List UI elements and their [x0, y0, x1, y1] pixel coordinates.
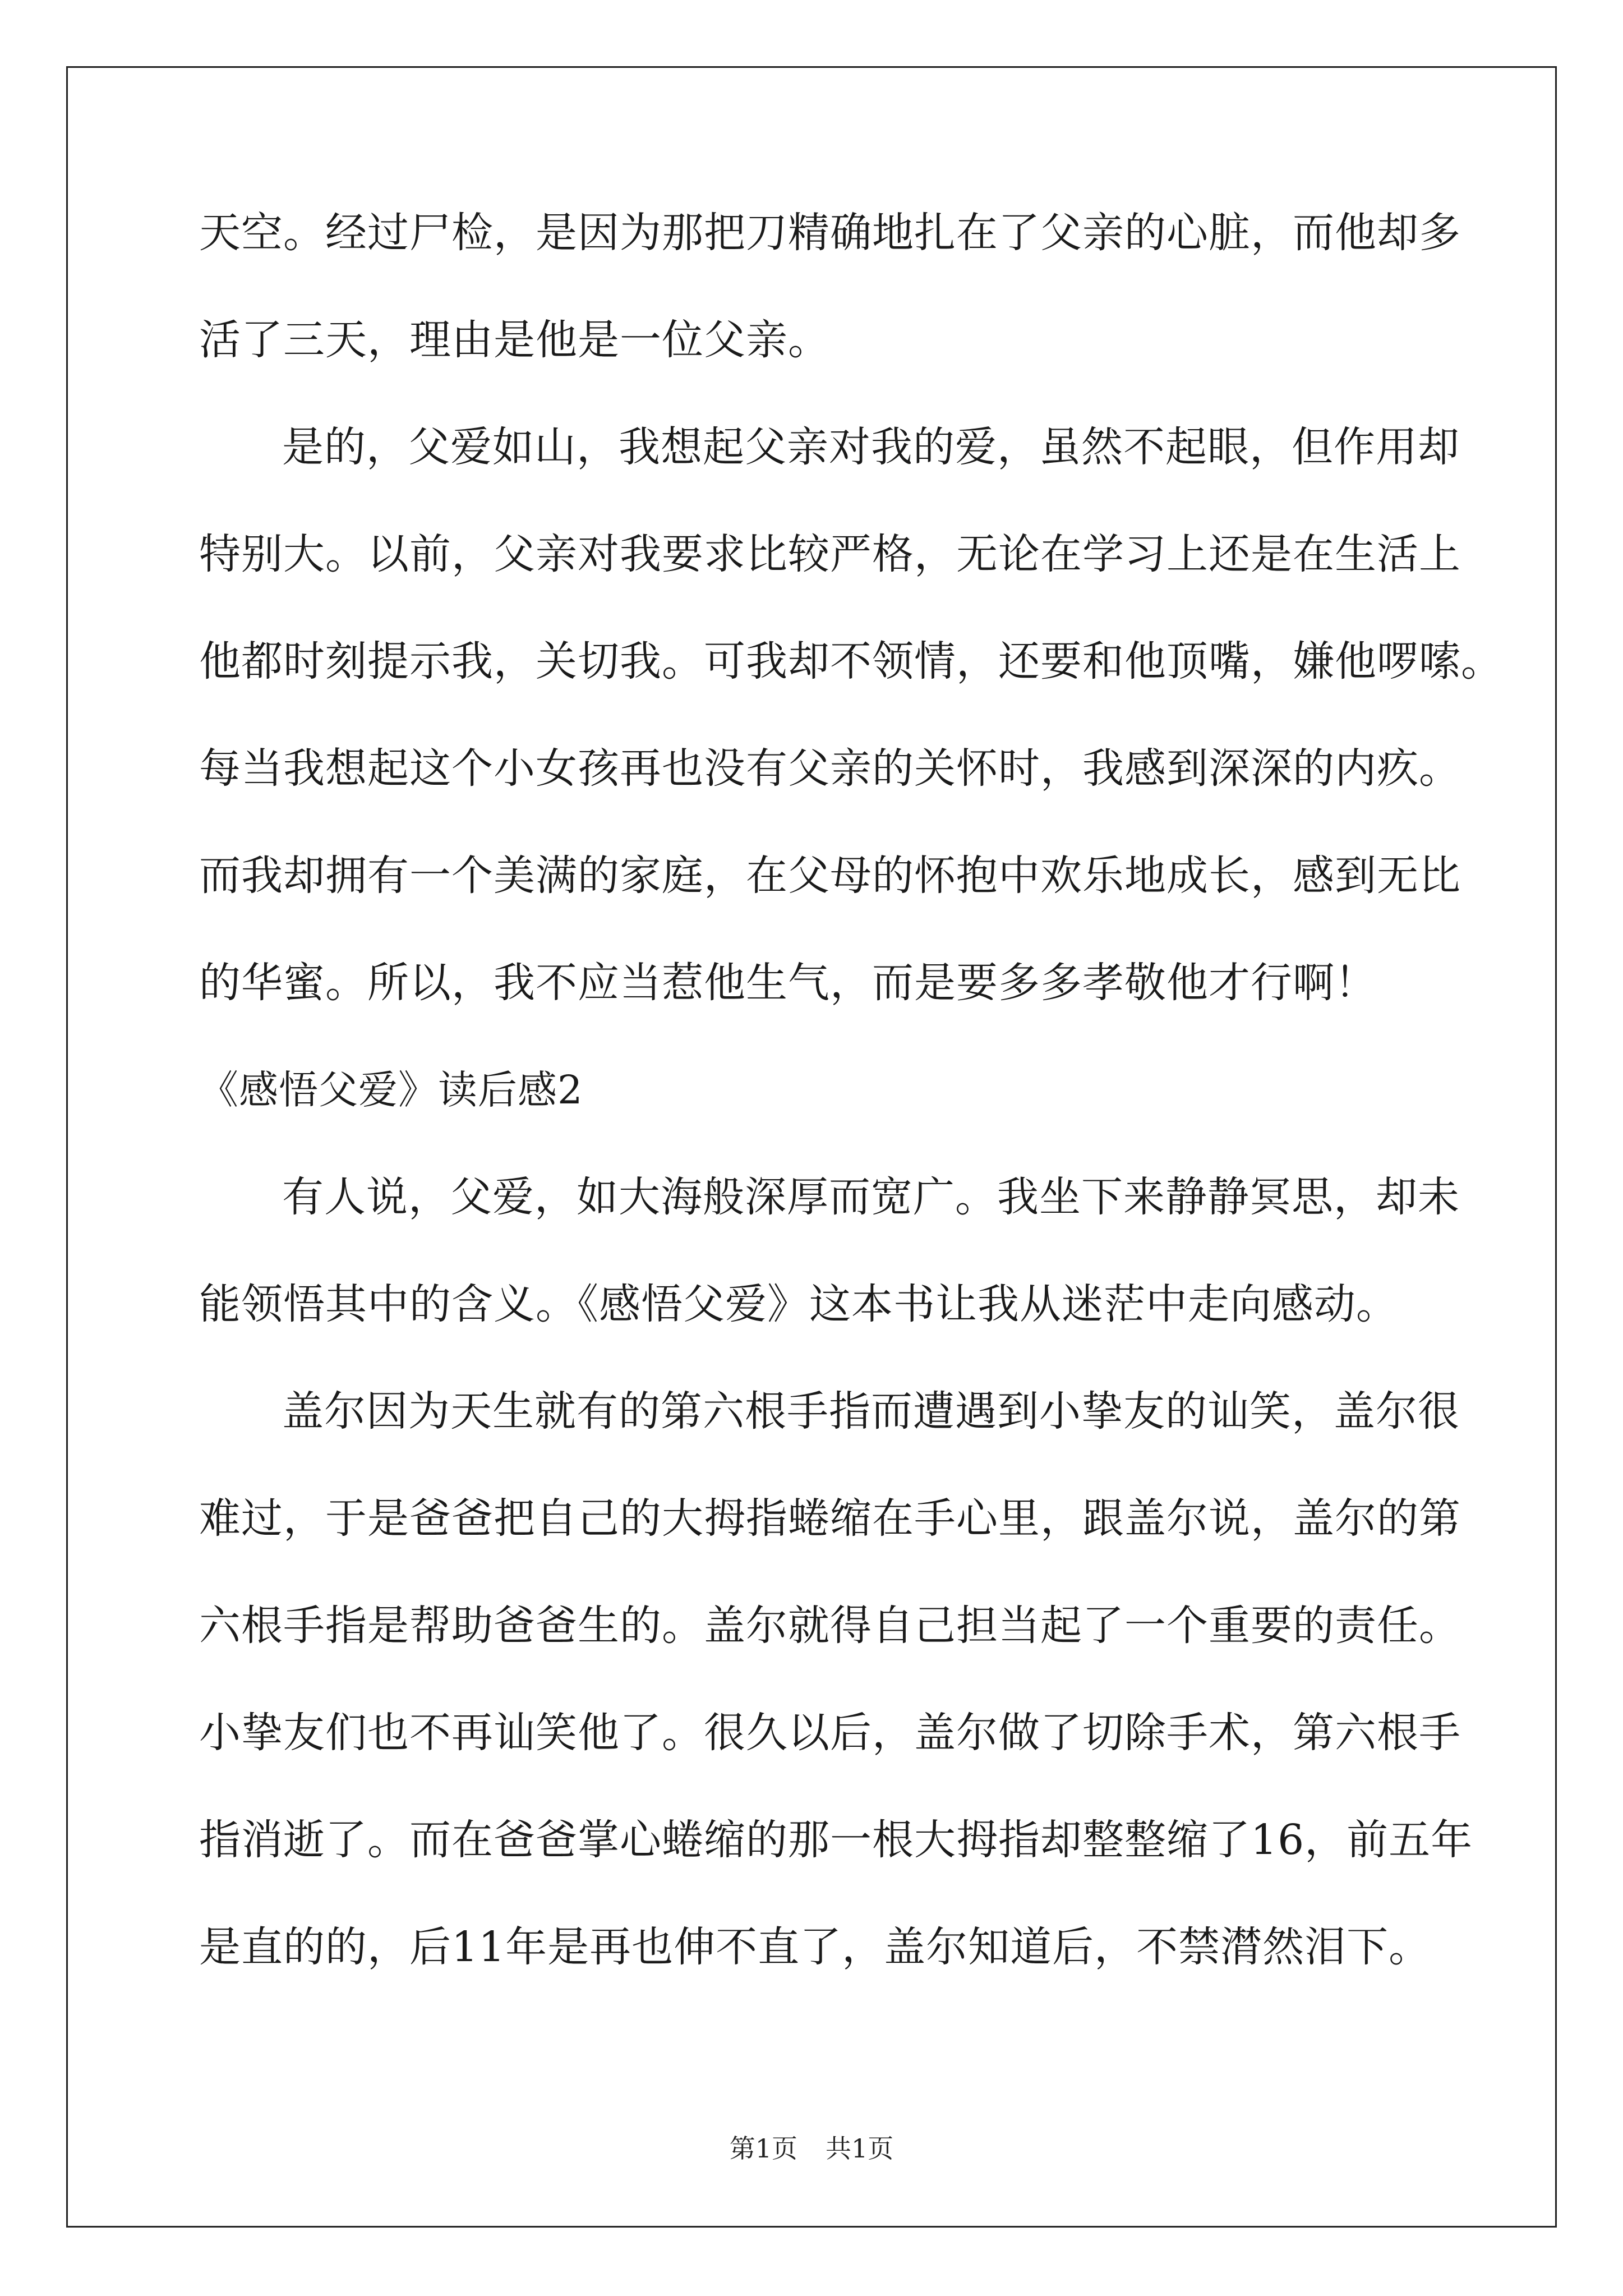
- text-line: 小挚友们也不再讪笑他了。很久以后，盖尔做了切除手术，第六根手: [199, 1709, 1461, 1757]
- paragraph-start-line: 盖尔因为天生就有的第六根手指而遭遇到小挚友的讪笑，盖尔很: [282, 1387, 1460, 1435]
- text-line: 每当我想起这个小女孩再也没有父亲的关怀时，我感到深深的内疚。: [199, 744, 1461, 793]
- text-line: 活了三天，理由是他是一位父亲。: [199, 316, 830, 364]
- text-line: 天空。经过尸检，是因为那把刀精确地扎在了父亲的心脏，而他却多: [199, 209, 1461, 257]
- text-line: 指消逝了。而在爸爸掌心蜷缩的那一根大拇指却整整缩了16，前五年: [199, 1816, 1473, 1864]
- text-line: 他都时刻提示我，关切我。可我却不领情，还要和他顶嘴，嫌他啰嗦。: [199, 637, 1503, 685]
- text-line: 而我却拥有一个美满的家庭，在父母的怀抱中欢乐地成长，感到无比: [199, 852, 1461, 900]
- text-line: 的华蜜。所以，我不应当惹他生气，而是要多多孝敬他才行啊！: [199, 959, 1377, 1007]
- page-number-current: 第1页: [729, 2133, 797, 2164]
- section-heading: 《感悟父爱》读后感2: [199, 1067, 583, 1113]
- text-line: 六根手指是帮助爸爸生的。盖尔就得自己担当起了一个重要的责任。: [199, 1602, 1461, 1650]
- paragraph-start-line: 有人说，父爱，如大海般深厚而宽广。我坐下来静静冥思，却未: [282, 1173, 1460, 1221]
- text-line: 是直的的，后11年是再也伸不直了，盖尔知道后，不禁潸然泪下。: [199, 1923, 1431, 1971]
- document-body: [199, 180, 1503, 2001]
- page-number-total: 共1页: [826, 2133, 894, 2164]
- text-line: 特别大。以前，父亲对我要求比较严格，无论在学习上还是在生活上: [199, 530, 1461, 578]
- text-line: 能领悟其中的含义。《感悟父爱》这本书让我从迷茫中走向感动。: [199, 1280, 1398, 1328]
- text-line: 难过，于是爸爸把自己的大拇指蜷缩在手心里，跟盖尔说，盖尔的第: [199, 1494, 1461, 1543]
- page-footer: [0, 2132, 1623, 2165]
- paragraph-start-line: 是的，父爱如山，我想起父亲对我的爱，虽然不起眼，但作用却: [282, 423, 1460, 471]
